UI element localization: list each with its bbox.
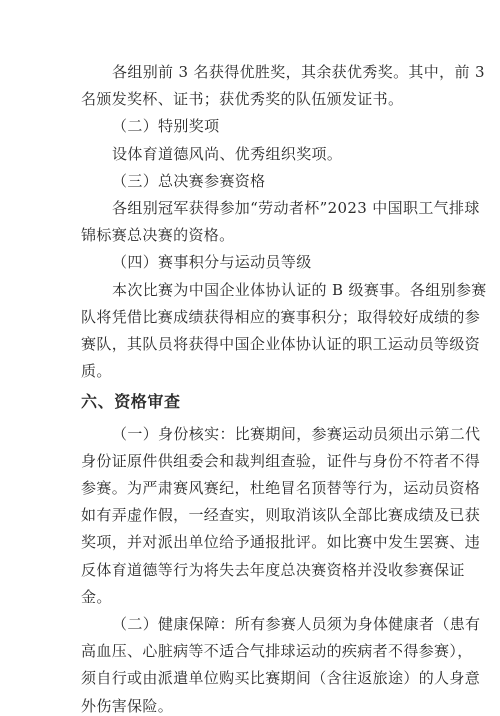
text-line: 各组别前 3 名获得优胜奖，其余获优秀奖。其中，前 3 [112, 63, 485, 81]
text-line: 高血压、心脏病等不适合气排球运动的疾病者不得参赛）， [81, 642, 473, 660]
text-line: 名颁发奖杯、证书；获优秀奖的队伍颁发证书。 [81, 90, 404, 108]
section-subheading: （四）赛事积分与运动员等级 [112, 253, 312, 271]
text-line: 赛队，其队员将获得中国企业体协认证的职工运动员等级资 [81, 335, 481, 353]
text-line: （一）身份核实：比赛期间，参赛运动员须出示第二代 [112, 425, 481, 443]
text-line: 身份证原件供组委会和裁判组查验，证件与身份不符者不得 [81, 452, 481, 470]
text-line: 队将凭借比赛成绩获得相应的赛事积分；取得较好成绩的参 [81, 308, 481, 326]
text-line: 外伤害保险。 [81, 697, 174, 715]
text-line: 各组别冠军获得参加“劳动者杯”2023 中国职工气排球 [112, 199, 480, 217]
text-line: 奖项，并对派出单位给予通报批评。如比赛中发生罢赛、违 [81, 533, 481, 551]
text-line: 须自行或由派遣单位购买比赛期间（含往返旅途）的人身意 [81, 669, 481, 687]
section-subheading: （三）总决赛参赛资格 [112, 172, 266, 190]
section-heading: 六、资格审查 [81, 392, 181, 411]
text-line: 锦标赛总决赛的资格。 [81, 226, 235, 244]
text-line: 质。 [81, 362, 112, 380]
text-line: 参赛。为严肃赛风赛纪，杜绝冒名顶替等行为，运动员资格 [81, 479, 481, 497]
text-line: 本次比赛为中国企业体协认证的 B 级赛事。各组别参赛 [112, 281, 487, 299]
text-line: 金。 [81, 588, 112, 606]
text-line: 反体育道德等行为将失去年度总决赛资格并没收参赛保证 [81, 561, 465, 579]
section-subheading: （二）特别奖项 [112, 117, 220, 135]
text-line: 设体育道德风尚、优秀组织奖项。 [112, 145, 343, 163]
text-line: （二）健康保障：所有参赛人员须为身体健康者（患有 [112, 615, 481, 633]
text-line: 如有弄虚作假，一经查实，则取消该队全部比赛成绩及已获 [81, 506, 481, 524]
